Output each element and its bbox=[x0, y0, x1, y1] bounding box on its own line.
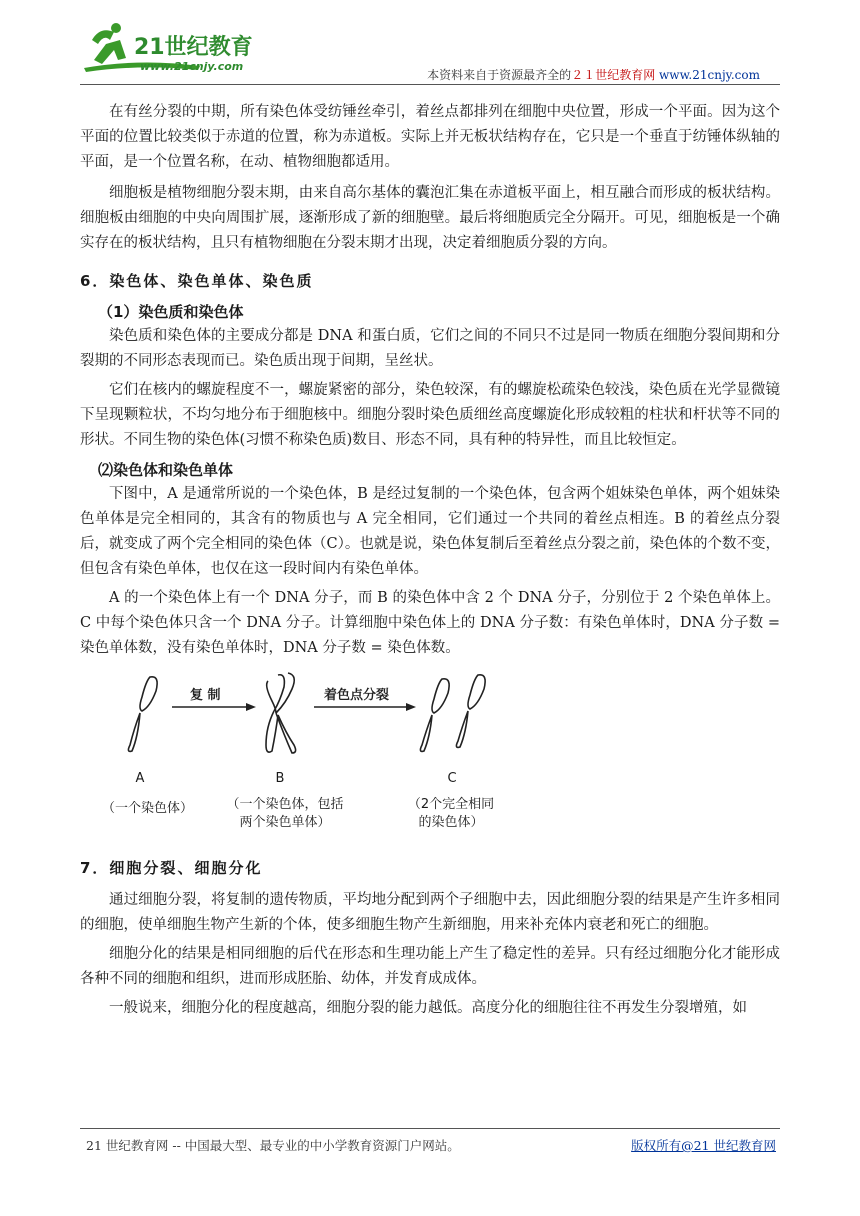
figure-caption-a: （一个染色体） bbox=[102, 801, 194, 816]
chromosome-c bbox=[420, 675, 485, 752]
paragraph: 在有丝分裂的中期，所有染色体受纺锤丝牵引，着丝点都排列在细胞中央位置，形成一个平面。因为这个平面的位置比较类似于赤道的位置，称为赤道板。实际上并无板状结构存在，它只是一个垂直于纺锤体纵轴的平面，是一个位置名称，在动、植物细胞都适用。 bbox=[80, 104, 780, 170]
svg-text:www.21cnjy.com: www.21cnjy.com bbox=[140, 60, 244, 73]
paragraph: 它们在核内的螺旋程度不一，螺旋紧密的部分，染色较深，有的螺旋松疏染色较浅，染色质在光学显微镜下呈现颗粒状，不均匀地分布于细胞核中。细胞分裂时染色质细丝高度螺旋化形成较粗的柱状和杆状等不同的形状。不同生物的染色体(习惯不称染色质)数目、形态不同，具有种的特异性，而且比较恒定。 bbox=[80, 382, 780, 448]
chromosome-a bbox=[128, 677, 157, 752]
footer-divider bbox=[80, 1128, 780, 1129]
document-body bbox=[80, 100, 780, 1021]
footer-copyright-link[interactable]: 版权所有@21 世纪教育网 bbox=[631, 1138, 776, 1153]
figure-letter-c: C bbox=[447, 771, 457, 786]
arrow-label-replicate: 复 制 bbox=[190, 688, 221, 703]
paragraph: 细胞板是植物细胞分裂末期，由来自高尔基体的囊泡汇集在赤道板平面上，相互融合而形成的板状结构。细胞板由细胞的中央向周围扩展，逐渐形成了新的细胞壁。最后将细胞质完全分隔开。可见，细胞板是一个确实存在的板状结构，且只有植物细胞在分裂末期才出现，决定着细胞质分裂的方向。 bbox=[80, 185, 780, 251]
footer-site-description: 21 世纪教育网 -- 中国最大型、最专业的中小学教育资源门户网站。 bbox=[86, 1138, 460, 1153]
paragraph: 一般说来，细胞分化的程度越高，细胞分裂的能力越低。高度分化的细胞往往不再发生分裂增殖，如 bbox=[109, 1000, 747, 1016]
arrowhead-replicate bbox=[246, 703, 256, 711]
arrow-label-centromere-split: 着色点分裂 bbox=[324, 688, 390, 703]
arrowhead-centromere-split bbox=[406, 703, 416, 711]
svg-text:21世纪教育: 21世纪教育 bbox=[134, 35, 253, 60]
header-brand-link[interactable]: ２１世纪教育网 bbox=[571, 68, 656, 82]
figure-caption-b-line1: （一个染色体，包括 bbox=[226, 797, 344, 812]
paragraph: 染色质和染色体的主要成分都是 DNA 和蛋白质，它们之间的不同只不过是同一物质在细胞分裂间期和分裂期的不同形态表现而已。染色质出现于间期，呈丝状。 bbox=[80, 328, 780, 369]
paragraph: 细胞分化的结果是相同细胞的后代在形态和生理功能上产生了稳定性的差异。只有经过细胞分化才能形成各种不同的细胞和组织，进而形成胚胎、幼体，并发育成成体。 bbox=[80, 946, 780, 987]
paragraph: 下图中，A 是通常所说的一个染色体，B 是经过复制的一个染色体，包含两个姐妹染色单体，两个姐妹染色单体是完全相同的，其含有的物质也与 A 完全相同，它们通过一个共同的着丝点相连。B 的着丝点分裂后，就变成了两个完全相同的染色体（C）。也就是说，染色体复制后至着丝点分裂之前，染色体的个数不变，但包含有染色单体，也仅在这一段时间内有染色单体。 bbox=[80, 486, 780, 577]
header-divider bbox=[80, 84, 780, 85]
21cnjy-logo bbox=[80, 18, 290, 78]
figure-caption-c-line2: 的染色体） bbox=[418, 815, 484, 830]
page-header bbox=[80, 14, 780, 84]
header-url-link[interactable]: www.21cnjy.com bbox=[659, 68, 760, 82]
figure-caption-b-line2: 两个染色单体） bbox=[239, 815, 331, 830]
subheading-2: ⑵染色体和染色单体 bbox=[98, 461, 234, 479]
chromosome-b bbox=[266, 673, 296, 753]
section-heading-7: 7．细胞分裂、细胞分化 bbox=[80, 859, 263, 877]
header-source-note bbox=[427, 66, 760, 83]
chromosome-figure bbox=[102, 671, 536, 843]
subheading-1: （1）染色质和染色体 bbox=[98, 303, 244, 321]
figure-letter-a: A bbox=[135, 771, 145, 786]
header-note-prefix: 本资料来自于资源最齐全的 bbox=[427, 68, 572, 82]
section-heading-6: 6．染色体、染色单体、染色质 bbox=[80, 272, 314, 290]
page-footer bbox=[80, 1128, 780, 1153]
figure-letter-b: B bbox=[275, 771, 285, 786]
paragraph: 通过细胞分裂，将复制的遗传物质，平均地分配到两个子细胞中去，因此细胞分裂的结果是产生许多相同的细胞，使单细胞生物产生新的个体，使多细胞生物产生新细胞，用来补充体内衰老和死亡的细胞。 bbox=[80, 892, 780, 933]
figure-caption-c-line1: （2个完全相同 bbox=[407, 797, 495, 812]
paragraph: A 的一个染色体上有一个 DNA 分子，而 B 的染色体中含 2 个 DNA 分子，分别位于 2 个染色单体上。C 中每个染色体只含一个 DNA 分子。计算细胞中染色体上的 DNA 分子数：有染色单体时，DNA 分子数 = 染色单体数，没有染色单体时，DNA 分子数 = 染色体数。 bbox=[80, 590, 780, 656]
